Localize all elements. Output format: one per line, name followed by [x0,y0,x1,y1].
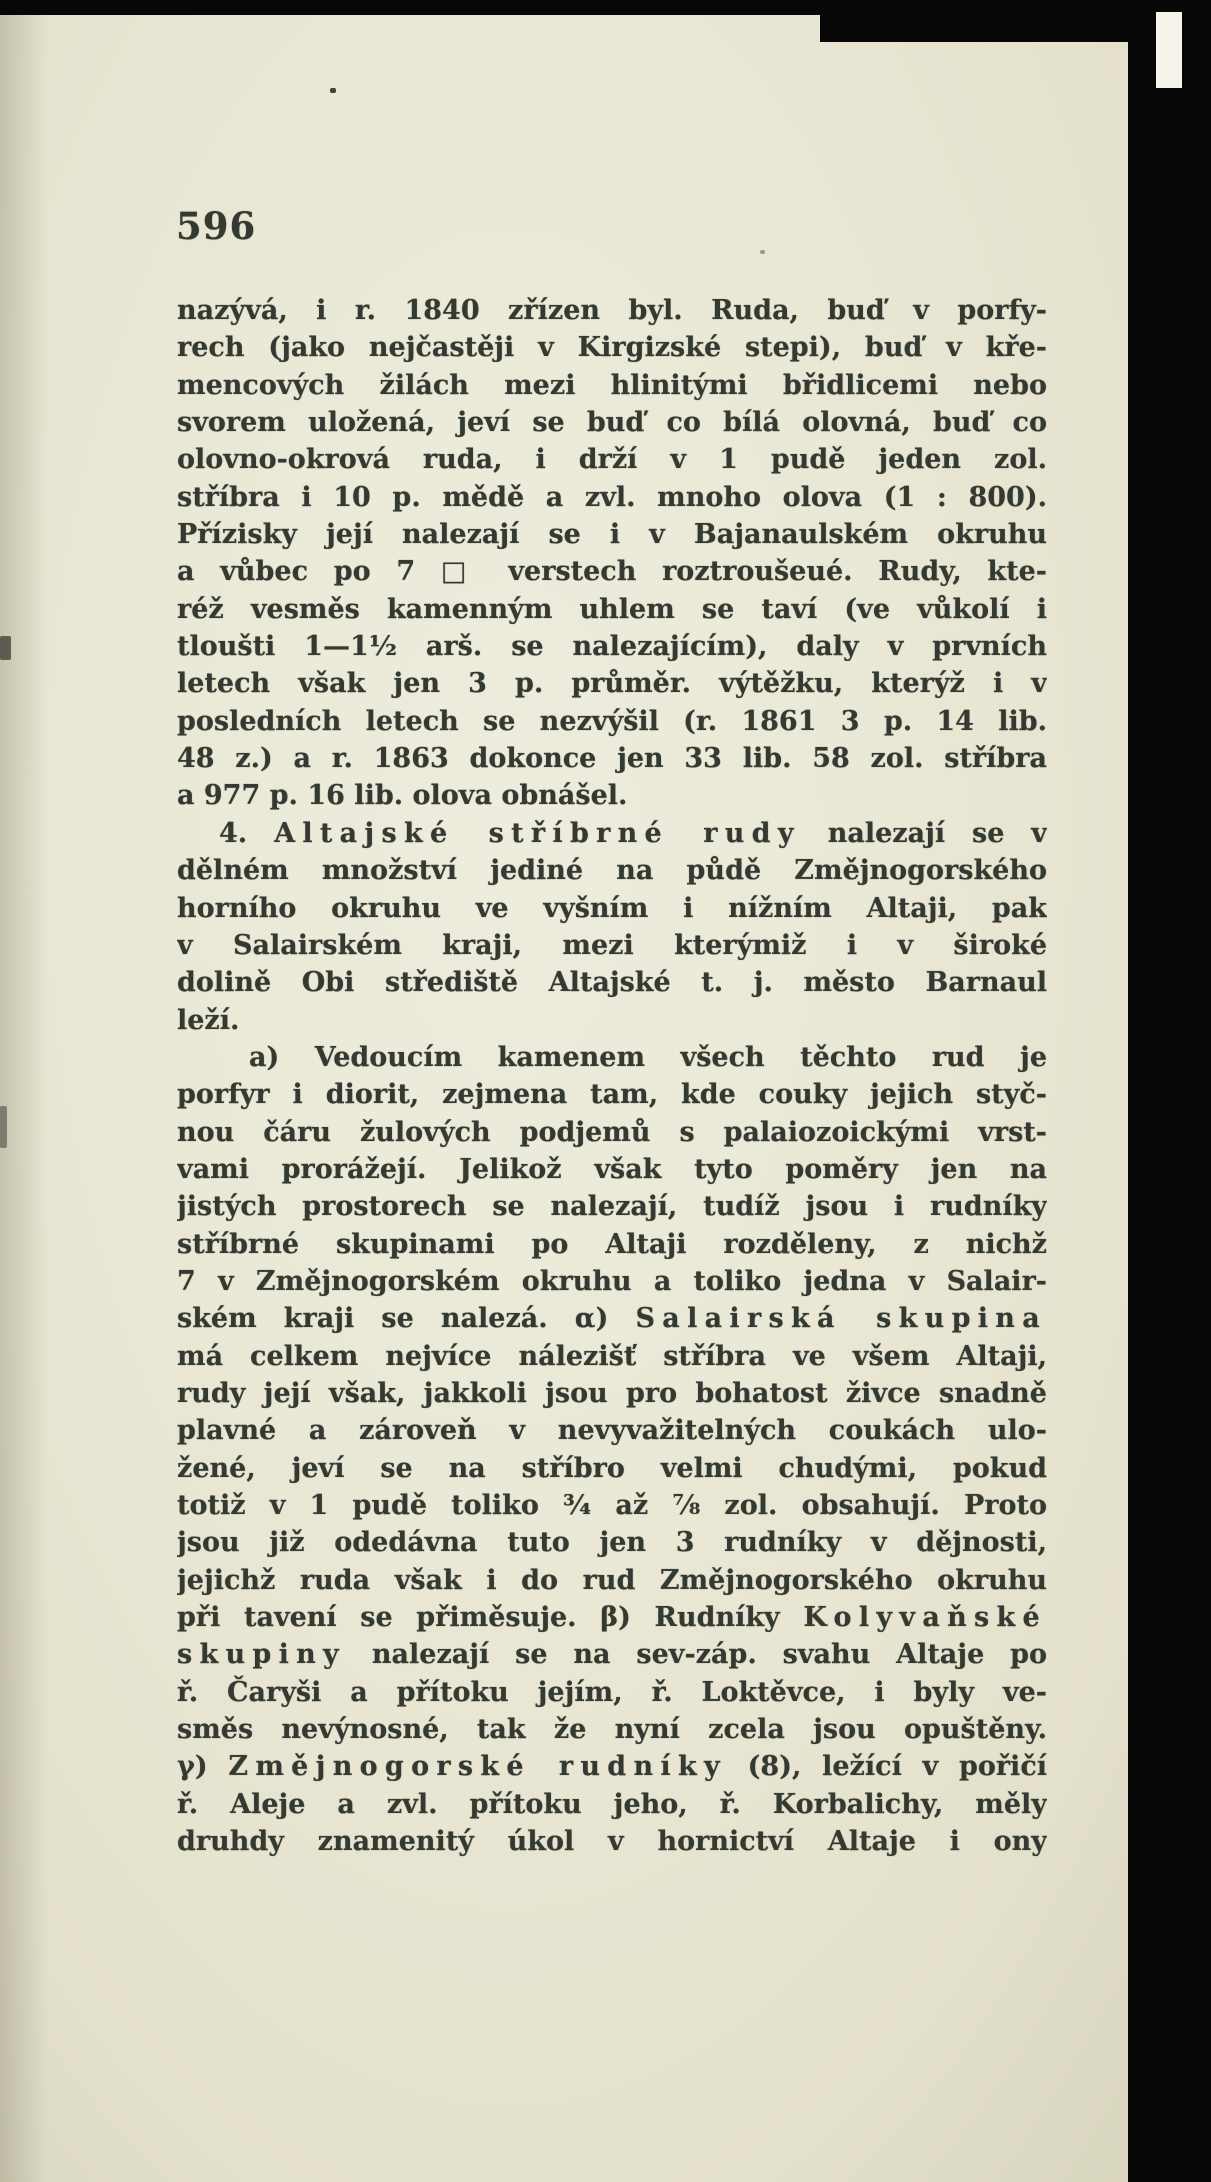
text-run: stříbra i 10 p. mědě a zvl. mnoho olova (1 : 800). [177,481,1047,513]
text-line [177,665,1047,702]
text-run: a vůbec po 7 □ verstech roztroušeué. Rudy, kte- [177,556,1047,588]
text-run: 4. [219,817,275,849]
text-line [177,1114,1047,1151]
text-run: má celkem nejvíce nálezišť stříbra ve všem Altaji, [177,1340,1047,1372]
text-line [177,404,1047,441]
text-line [177,441,1047,478]
text-line [177,1823,1047,1860]
text-run: a 977 p. 16 lib. olova obnášel. [177,780,628,812]
text-line [177,479,1047,516]
text-run: žené, jeví se na stříbro velmi chudými, pokud [177,1452,1047,1484]
text-line [177,1039,1047,1076]
text-run: letech však jen 3 p. průměr. výtěžku, kterýž i v [177,668,1047,700]
text-line [177,1226,1047,1263]
text-run: dělném množství jediné na půdě Změjnogorského [177,855,1047,887]
text-run: 48 z.) a r. 1863 dokonce jen 33 lib. 58 zol. stříbra [177,743,1047,775]
text-line [177,1002,1047,1039]
text-run: dolině Obi střediště Altajské t. j. město Barnaul [177,967,1047,999]
text-line [177,1338,1047,1375]
text-run: tloušti 1—1½ arš. se nalezajícím), daly v prvních [177,631,1047,663]
ink-speck [0,636,11,660]
text-line [177,516,1047,553]
text-line [177,591,1047,628]
letterspaced-term: Altajské stříbrné rudy [274,817,801,849]
text-line [177,927,1047,964]
text-line [177,1375,1047,1412]
text-run: jejichž ruda však i do rud Změjnogorského okruhu [177,1564,1047,1596]
text-run: leží. [177,1004,240,1036]
text-line [177,1151,1047,1188]
text-line [177,1711,1047,1748]
scan-border-right [1128,0,1211,2182]
text-run: γ) [177,1751,229,1783]
text-run: druhdy znamenitý úkol v hornictví Altaje i ony [177,1826,1047,1858]
text-line [177,1076,1047,1113]
text-run: jsou již odedávna tuto jen 3 rudníky v dějnosti, [177,1527,1047,1559]
text-run: nalezají se v [800,817,1047,849]
text-line [177,1450,1047,1487]
ink-speck [330,88,336,93]
text-run: totiž v 1 pudě toliko ¾ až ⅞ zol. obsahují. Proto [177,1490,1047,1521]
text-line [177,292,1047,329]
text-line [177,964,1047,1001]
text-line [177,815,1047,852]
text-line [177,1562,1047,1599]
text-line [177,740,1047,777]
text-run: mencových žilách mezi hlinitými břidlicemi nebo [177,369,1047,401]
text-line [177,1412,1047,1449]
text-line [177,1636,1047,1673]
text-run: porfyr i diorit, zejmena tam, kde couky jejich styč- [177,1079,1047,1111]
text-run: nazývá, i r. 1840 zřízen byl. Ruda, buď v porfy- [177,295,1047,326]
text-run: Přízisky její nalezají se i v Bajanaulském okruhu [177,519,1047,551]
text-run: ském kraji se nalezá. α) [177,1303,636,1335]
text-run: rech (jako nejčastěji v Kirgizské stepi), buď v kře- [177,332,1047,364]
text-run: rudy její však, jakkoli jsou pro bohatost živce snadně [177,1377,1047,1409]
text-line [177,777,1047,814]
ink-speck [0,1106,7,1148]
text-run: ř. Čaryši a přítoku jejím, ř. Loktěvce, i byly ve- [177,1676,1047,1708]
text-run: plavné a zároveň v nevyvažitelných coukách ulo- [177,1415,1047,1447]
text-run: olovno-okrová ruda, i drží v 1 pudě jeden zol. [177,444,1047,476]
page-number: 596 [176,204,257,248]
text-run: vami prorážejí. Jelikož však tyto poměry jen na [177,1153,1047,1185]
text-run: 7 v Změjnogorském okruhu a toliko jedna v Salair- [177,1265,1047,1297]
text-run: při tavení se přiměsuje. β) Rudníky [177,1602,804,1634]
letterspaced-term: Salairská skupina [635,1303,1047,1335]
text-line [177,1300,1047,1337]
letterspaced-term: skupiny [177,1639,347,1671]
scan-edge-highlight [1156,12,1182,88]
text-run: jistých prostorech se nalezají, tudíž jsou i rudníky [177,1191,1047,1223]
text-run: nalezají se na sev-záp. svahu Altaje po [346,1639,1047,1671]
text-run: nou čáru žulových podjemů s palaiozoickými vrst- [177,1116,1047,1148]
text-line [177,703,1047,740]
text-line [177,1786,1047,1823]
text-run: svorem uložená, jeví se buď co bílá olovná, buď co [177,407,1047,439]
letterspaced-term: Změjnogorské rudníky [228,1751,727,1783]
letterspaced-term: Kolyvaňské [803,1602,1047,1634]
text-line [177,1599,1047,1636]
text-line [177,1263,1047,1300]
text-line [177,367,1047,404]
text-line [177,1674,1047,1711]
text-run: a) Vedoucím kamenem všech těchto rud je [249,1041,1047,1073]
text-line [177,852,1047,889]
text-line [177,1487,1047,1524]
text-line [177,890,1047,927]
text-block [177,292,1047,1860]
text-line [177,1748,1047,1785]
text-run: ř. Aleje a zvl. přítoku jeho, ř. Korbalichy, měly [177,1788,1047,1820]
text-run: v Salairském kraji, mezi kterýmiž i v široké [177,929,1047,961]
text-run: posledních letech se nezvýšil (r. 1861 3 p. 14 lib. [177,705,1047,737]
text-run: stříbrné skupinami po Altaji rozděleny, z nichž [177,1228,1047,1260]
text-line [177,1524,1047,1561]
ink-speck [760,250,765,254]
text-line [177,329,1047,366]
text-line [177,628,1047,665]
text-run: (8), ležící v pořičí [726,1751,1047,1783]
text-run: réž vesměs kamenným uhlem se taví (ve vůkolí i [177,593,1047,625]
text-run: směs nevýnosné, tak že nyní zcela jsou opuštěny. [177,1714,1047,1746]
text-run: horního okruhu ve vyšním i nížním Altaji, pak [177,892,1047,924]
text-line [177,1188,1047,1225]
text-line [177,553,1047,590]
